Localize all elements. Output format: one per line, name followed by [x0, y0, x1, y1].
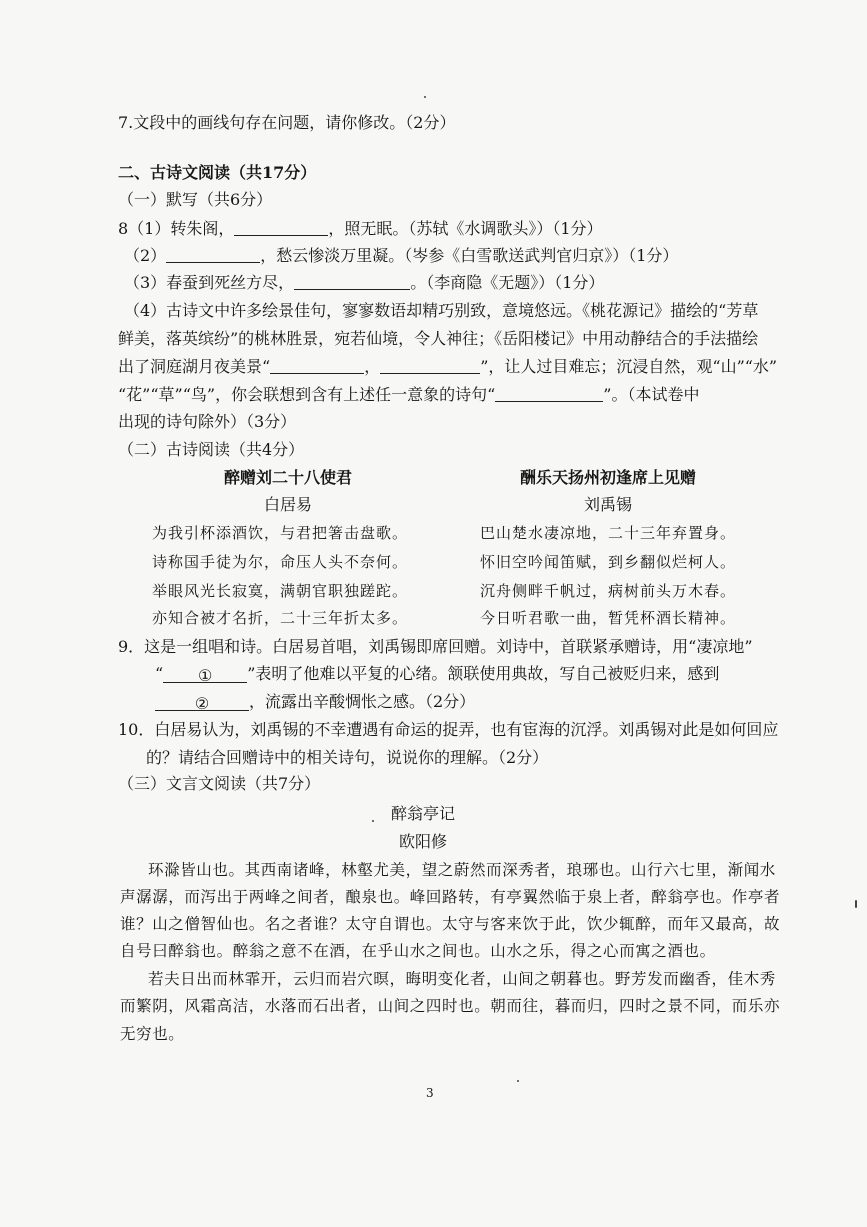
- answer-blank-2[interactable]: ②: [155, 694, 249, 711]
- scan-speck: [372, 820, 374, 822]
- answer-blank-1[interactable]: ①: [163, 666, 247, 683]
- q9-text: ”表明了他难以平复的心绪。颔联使用典故，写自己被贬归来，感到: [247, 664, 720, 683]
- question-8-1: [118, 219, 603, 239]
- question-8-4-line-1: （4）古诗文中许多绘景佳句，寥寥数语却精巧别致，意境悠远。《桃花源记》描绘的“芳草: [124, 301, 759, 320]
- q8-4-text-a: 出了洞庭湖月夜美景“: [118, 357, 271, 376]
- essay-line: 环滁皆山也。其西南诸峰，林壑尤美，望之蔚然而深秀者，琅琊也。山行六七里，渐闻水: [148, 861, 776, 879]
- poem-right-line: 今日听君歌一曲，暂凭杯酒长精神。: [480, 609, 737, 627]
- question-8-3: [124, 273, 604, 293]
- question-9-line-2: [155, 664, 719, 684]
- q8-1-text-a: 8（1）转朱阁，: [118, 219, 235, 238]
- q8-4-text-b: ，: [364, 357, 381, 376]
- answer-blank[interactable]: [166, 246, 260, 263]
- essay-line: 声潺潺，而泻出于两峰之间者，酿泉也。峰回路转，有亭翼然临于泉上者，醉翁亭也。作亭者: [120, 888, 781, 906]
- q8-2-text-a: （2）: [124, 246, 167, 265]
- essay-line: 若夫日出而林霏开，云归而岩穴暝，晦明变化者，山间之朝暮也。野芳发而幽香，佳木秀: [148, 970, 776, 988]
- essay-title: 醉翁亭记: [390, 804, 455, 823]
- part-2-title: （二）古诗阅读（共4分）: [118, 440, 305, 459]
- answer-blank[interactable]: [270, 357, 364, 374]
- q8-4-text-d: “花”“草”“鸟”，你会联想到含有上述任一意象的诗句“: [118, 385, 496, 404]
- q8-1-text-b: ，照无眠。（苏轼《水调歌头》）（1分）: [328, 219, 603, 238]
- essay-line: 自号曰醉翁也。醉翁之意不在酒，在乎山水之间也。山水之乐，得之心而寓之酒也。: [120, 942, 716, 960]
- question-8-4-line-3: [118, 357, 777, 377]
- question-8-4-line-2: 鲜美，落英缤纷”的桃林胜景，宛若仙境，令人神往；《岳阳楼记》中用动静结合的手法描绘: [118, 329, 759, 348]
- q8-3-text-a: （3）春蚕到死丝方尽，: [124, 273, 295, 292]
- poem-left-author: 白居易: [263, 495, 312, 514]
- part-3-title: （三）文言文阅读（共7分）: [118, 774, 321, 793]
- poem-right-line: 巴山楚水凄凉地，二十三年弃置身。: [480, 524, 737, 542]
- answer-blank[interactable]: [294, 273, 410, 290]
- question-9-line-3: [155, 692, 475, 712]
- question-10-line-2: 的？请结合回赠诗中的相关诗句，说说你的理解。（2分）: [146, 748, 549, 767]
- poem-left-line: 亦知合被才名折，二十三年折太多。: [152, 609, 409, 627]
- q9-text-end: ，流露出辛酸惆怅之感。（2分）: [249, 692, 476, 711]
- q8-2-text-b: ，愁云惨淡万里凝。（岑参《白雪歌送武判官归京》）（1分）: [260, 246, 679, 265]
- answer-blank[interactable]: [380, 357, 480, 374]
- poem-left-line: 为我引杯添酒饮，与君把箸击盘歌。: [152, 524, 409, 542]
- part-1-title: （一）默写（共6分）: [118, 190, 273, 209]
- poem-right-author: 刘禹锡: [583, 495, 632, 514]
- poem-left-line: 举眼风光长寂寞，满朝官职独蹉跎。: [152, 582, 409, 600]
- question-8-2: [124, 246, 678, 266]
- essay-line: 无穷也。: [120, 1025, 185, 1043]
- q8-3-text-b: 。（李商隐《无题》）（1分）: [410, 273, 605, 292]
- poem-left-line: 诗称国手徒为尔，命压人头不奈何。: [152, 553, 409, 571]
- poem-right-title: 酬乐天扬州初逢席上见赠: [519, 468, 696, 487]
- essay-author: 欧阳修: [398, 832, 447, 851]
- poem-left-title: 醉赠刘二十八使君: [223, 468, 352, 487]
- page-number: 3: [426, 1086, 434, 1100]
- question-7: 7.文段中的画线句存在问题，请你修改。（2分）: [118, 113, 456, 132]
- question-10-line-1: 10．白居易认为，刘禹锡的不幸遭遇有命运的捉弄，也有宦海的沉浮。刘禹锡对此是如何回应: [118, 720, 779, 739]
- essay-line: 而繁阴，风霜高洁，水落而石出者，山间之四时也。朝而往，暮而归，四时之景不同，而乐亦: [120, 997, 781, 1015]
- poem-right-line: 怀旧空吟闻笛赋，到乡翻似烂柯人。: [480, 553, 737, 571]
- section-2-title: 二、古诗文阅读（共17分）: [118, 163, 317, 182]
- answer-blank[interactable]: [234, 219, 328, 236]
- poem-right-line: 沉舟侧畔千帆过，病树前头万木春。: [480, 582, 737, 600]
- question-9-line-1: 9．这是一组唱和诗。白居易首唱，刘禹锡即席回赠。刘诗中，首联紧承赠诗，用“凄凉地”: [118, 637, 753, 656]
- question-8-4-line-4: [118, 385, 699, 405]
- scan-speck: [424, 96, 426, 98]
- q8-4-text-e: ”。（本试卷中: [603, 385, 700, 404]
- scan-speck: [517, 1080, 519, 1082]
- q8-4-text-c: ”，让人过目难忘；沉浸自然，观“山”“水”: [480, 357, 778, 376]
- question-8-4-line-5: 出现的诗句除外）（3分）: [118, 412, 297, 431]
- answer-blank[interactable]: [495, 385, 603, 402]
- scan-speck: [855, 900, 857, 908]
- essay-line: 谁？山之僧智仙也。名之者谁？太守自谓也。太守与客来饮于此，饮少辄醉，而年又最高，故: [120, 915, 781, 933]
- q9-quote-open: “: [155, 664, 164, 683]
